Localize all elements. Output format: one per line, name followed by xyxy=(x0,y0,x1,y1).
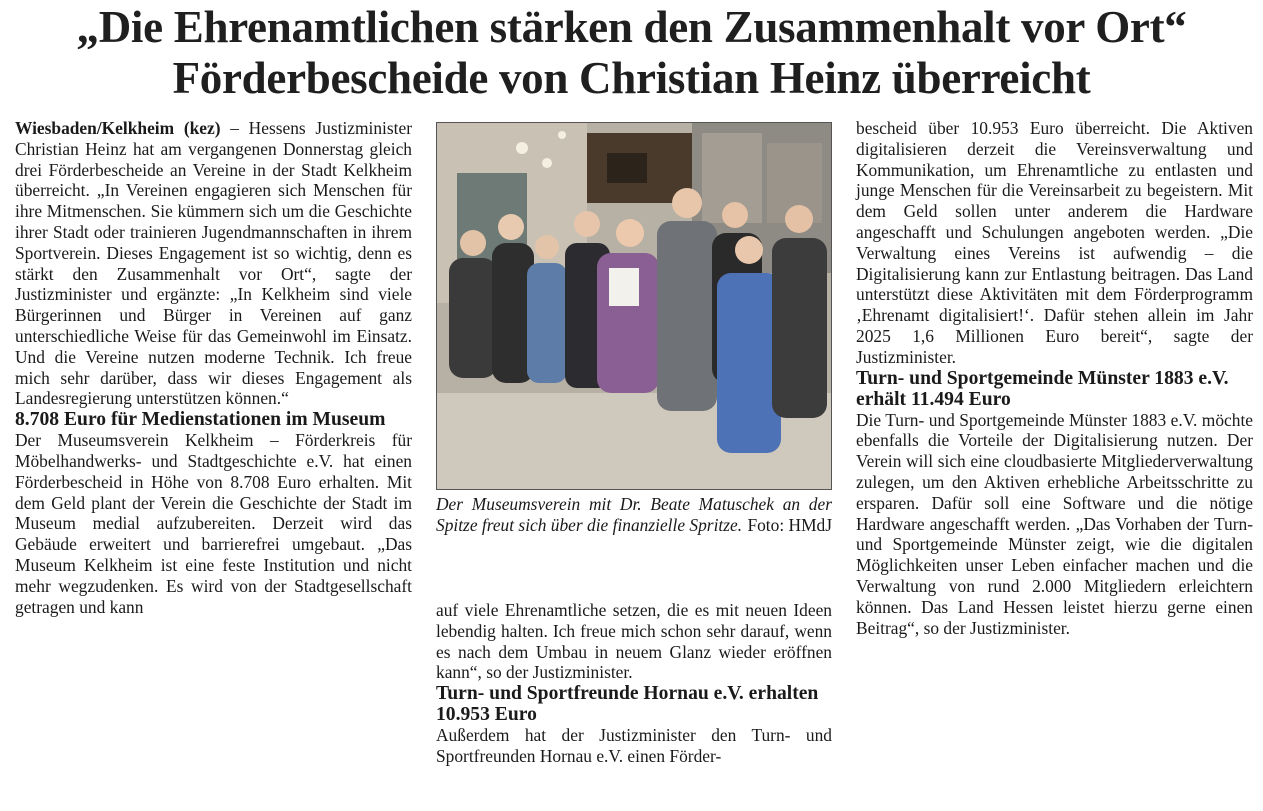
subhead-museum: 8.708 Euro für Medienstationen im Museum xyxy=(15,409,386,431)
headline-line-1: „Die Ehrenamtlichen stärken den Zusammenhalt vor Ort“ xyxy=(76,2,1187,52)
subhead-muenster: Turn- und Sportgemeinde Münster 1883 e.V. erhält 11.494 Euro xyxy=(856,367,1229,410)
intro-text: – Hessens Justizminister Christian Heinz hat am vergangenen Donnerstag gleich drei Förderbescheide an Vereine in der Stadt Kelkheim überreicht. „In Vereinen engagieren sich Menschen für ihre Mitmenschen. Sie kümmern sich um die Geschichte ihrer Stadt oder trainieren Jugendmannschaften in ihrem Sportverein. Dieses Engagement ist so wichtig, denn es stärkt den Zusammenhalt vor Ort“, sagte der Justizminister und ergänzte: „In Kelkheim sind viele Bürgerinnen und Bürger in Vereinen auf ganz unterschiedliche Weise für das Gemeinwohl im Einsatz. Und die Vereine nutzen moderne Technik. Ich freue mich sehr darüber, dass wir dieses Engagement als Landesregierung unterstützen können.“ xyxy=(15,118,412,409)
dateline: Wiesbaden/Kelkheim (kez) xyxy=(15,118,221,138)
group-photo xyxy=(436,122,832,490)
museum-paragraph: Der Museumsverein Kelkheim – Förderkreis für Möbelhandwerks- und Stadtgeschichte e.V. hat einen Förderbescheid in Höhe von 8.708 Euro erhalten. Mit dem Geld plant der Verein die Geschichte der Stadt im Museum medial aufzubereiten. Derzeit wird das Gebäude erweitert und barrierefrei umgebaut. „Das Museum Kelkheim ist eine feste Institution und nicht mehr wegzudenken. Es wird von der Stadtgesellschaft getragen und kann xyxy=(15,430,412,617)
subhead-hornau: Turn- und Sportfreunde Hornau e.V. erhalten 10.953 Euro xyxy=(436,683,819,726)
hornau-paragraph-continued: bescheid über 10.953 Euro überreicht. Die Aktiven digitalisieren derzeit die Vereinsverwaltung und Kommunikation, um Ehrenamtliche zu entlasten und junge Menschen für die Vereinsarbeit zu begeistern. Mit dem Geld sollen unter anderem die Hardware angeschafft und Schulungen angeboten werden. „Die Verwaltung eines Vereins ist aufwendig – die Digitalisierung kann zur Entlastung beitragen. Das Land unterstützt diese Aktivitäten mit dem Förderprogramm ‚Ehrenamt digitalisiert!‘. Dafür stehen allein im Jahr 2025 1,6 Millionen Euro bereit“, sagte der Justizminister. xyxy=(856,118,1253,367)
caption-text: Der Museumsverein mit Dr. Beate Matuschek an der Spitze freut sich über die finanzielle Spritze. xyxy=(436,494,832,535)
headline-line-2: Förderbescheide von Christian Heinz überreicht xyxy=(172,53,1091,103)
column-1 xyxy=(15,118,412,617)
column-3 xyxy=(856,118,1253,638)
article-headline xyxy=(0,2,1263,104)
photo-credit: Foto: HMdJ xyxy=(747,515,832,535)
muenster-paragraph: Die Turn- und Sportgemeinde Münster 1883 e.V. möchte ebenfalls die Vorteile der Digitalisierung nutzen. Der Verein will sich eine cloudbasierte Mitgliederverwaltung zulegen, um den Aktiven erhebliche Arbeitsschritte zu ersparen. Dafür soll eine Software und die nötige Hardware angeschafft werden. „Das Vorhaben der Turn- und Sportgemeinde Münster zeigt, wie die digitalen Möglichkeiten unser Leben einfacher machen und die Verwaltung von rund 2.000 Mitgliedern erleichtern können. Das Land Hessen leistet hierzu gerne einen Beitrag“, so der Justizminister. xyxy=(856,409,1253,638)
museum-paragraph-continued: auf viele Ehrenamtliche setzen, die es mit neuen Ideen lebendig halten. Ich freue mich schon sehr darauf, wenn es nach dem Umbau in neuem Glanz wieder eröffnen kann“, so der Justizminister. xyxy=(436,600,832,683)
intro-paragraph xyxy=(15,118,412,409)
photo-caption xyxy=(436,494,832,536)
group-photo-illustration xyxy=(437,123,831,489)
hornau-paragraph: Außerdem hat der Justizminister den Turn- und Sportfreunden Hornau e.V. einen Förder- xyxy=(436,725,832,766)
column-2 xyxy=(436,600,832,767)
